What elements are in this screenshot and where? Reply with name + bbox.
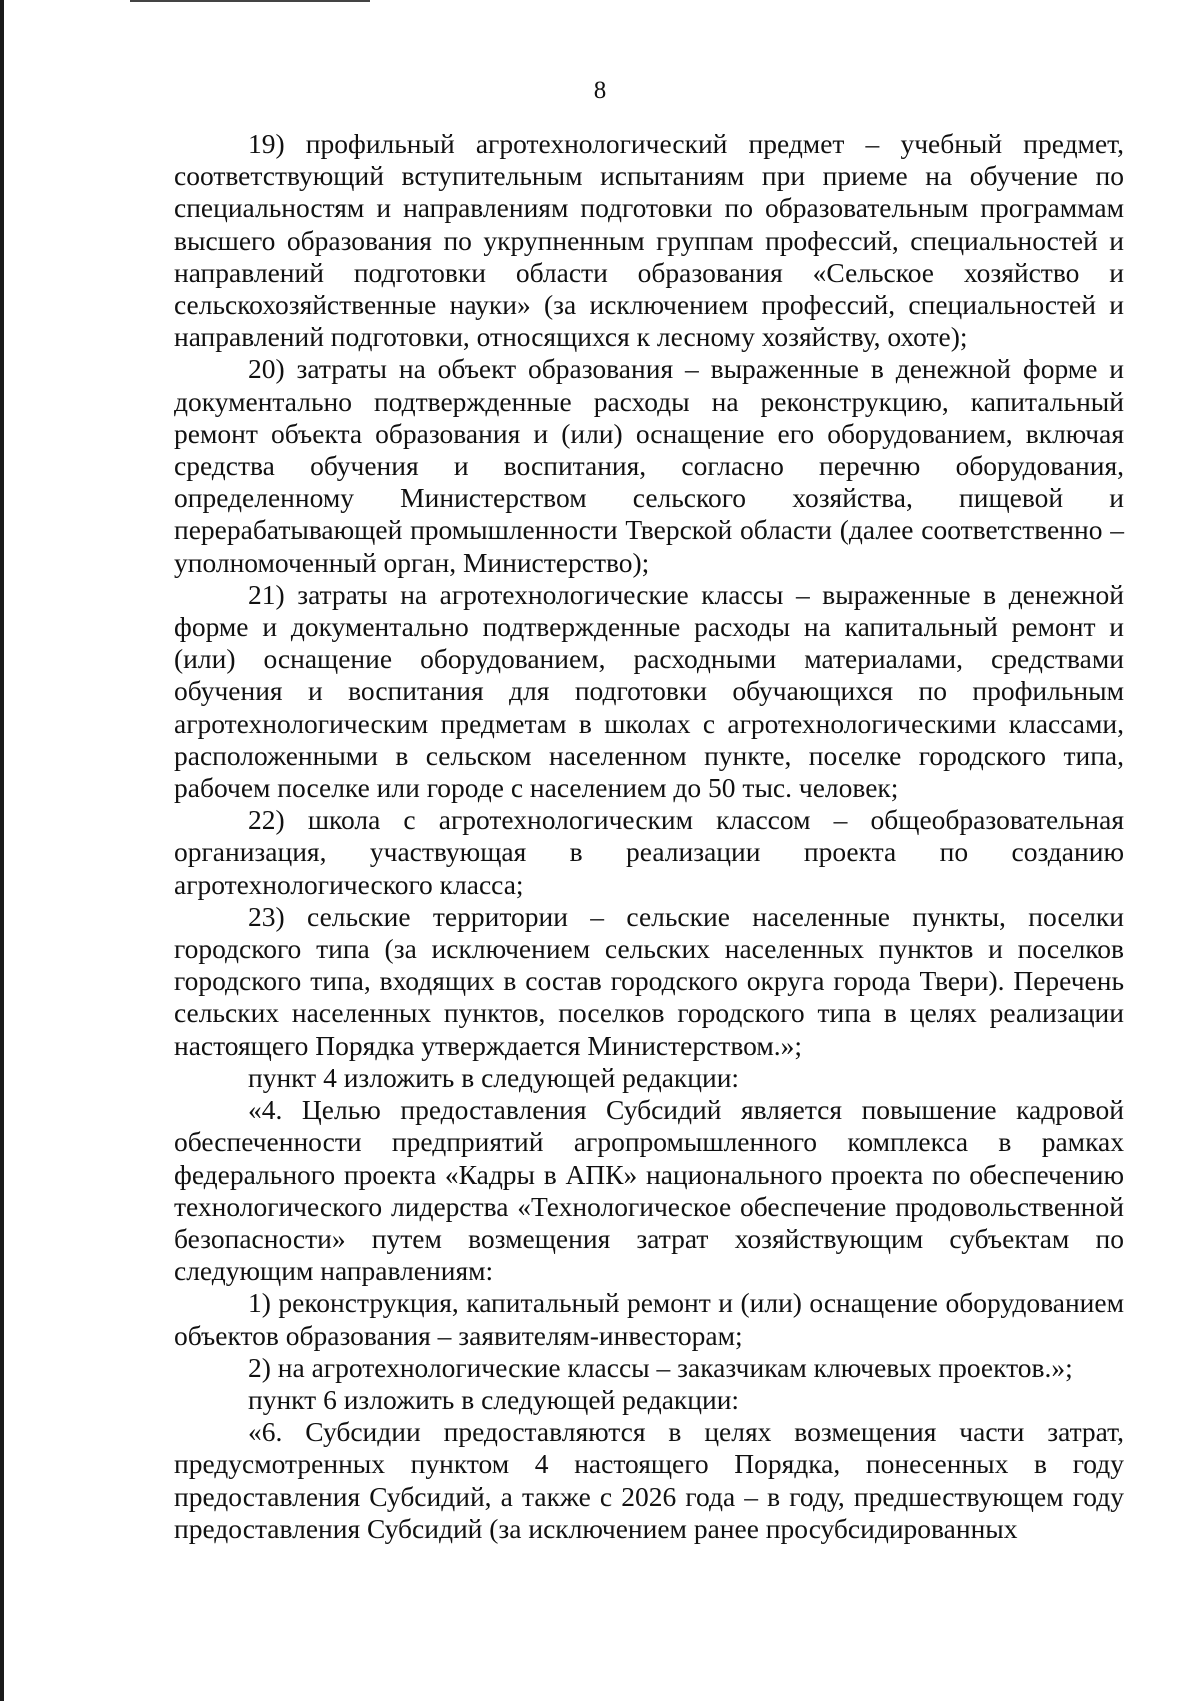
paragraph-amend-point-4: пункт 4 изложить в следующей редакции:	[248, 1061, 740, 1093]
paragraph-point-4: «4. Целью предоставления Субсидий является повышение кадровой обеспеченности предприятий агропромышленного комплекса в рамках федерального проекта «Кадры в АПК» национального проекта по обеспечению технологического лидерства «Технологическое обеспечение продовольственной безопасности» путем возмещения затрат хозяйствующим субъектам по следующим направлениям:	[174, 1094, 1124, 1287]
paragraph-item-19: 19) профильный агротехнологический предмет – учебный предмет, соответствующий вступительным испытаниям при приеме на обучение по специальностям и направлениям подготовки по образовательным программам высшего образования по укрупненным группам профессий, специальностей и направлений подготовки области образования «Сельское хозяйство и сельскохозяйственные науки» (за исключением профессий, специальностей и направлений подготовки, относящихся к лесному хозяйству, охоте);	[174, 128, 1124, 353]
paragraph-item-20: 20) затраты на объект образования – выраженные в денежной форме и документально подтвержденные расходы на реконструкцию, капитальный ремонт объекта образования и (или) оснащение его оборудованием, включая средства обучения и воспитания, согласно перечню оборудования, определенному Министерством сельского хозяйства, пищевой и перерабатывающей промышленности Тверской области (далее соответственно – уполномоченный орган, Министерство);	[174, 353, 1124, 578]
paragraph-item-22: 22) школа с агротехнологическим классом – общеобразовательная организация, участвующая в реализации проекта по созданию агротехнологического класса;	[174, 804, 1124, 900]
paragraph-direction-2: 2) на агротехнологические классы – заказчикам ключевых проектов.»;	[248, 1351, 1073, 1383]
paragraph-item-23: 23) сельские территории – сельские населенные пункты, поселки городского типа (за исключением сельских населенных пунктов и поселков городского типа, входящих в состав городского округа города Твери). Перечень сельских населенных пунктов, поселков городского типа в целях реализации настоящего Порядка утверждается Министерством.»;	[174, 900, 1124, 1061]
top-rule	[130, 0, 370, 2]
paragraph-amend-point-6: пункт 6 изложить в следующей редакции:	[248, 1383, 740, 1415]
paragraph-direction-1: 1) реконструкция, капитальный ремонт и (или) оснащение оборудованием объектов образования – заявителям-инвесторам;	[174, 1287, 1124, 1351]
page-number: 8	[593, 77, 607, 104]
scan-edge	[0, 0, 4, 1701]
document-body	[174, 128, 1124, 1545]
paragraph-point-6: «6. Субсидии предоставляются в целях возмещения части затрат, предусмотренных пунктом 4 настоящего Порядка, понесенных в году предоставления Субсидий, а также с 2026 года – в году, предшествующем году предоставления Субсидий (за исключением ранее просубсидированных	[174, 1416, 1124, 1544]
paragraph-item-21: 21) затраты на агротехнологические классы – выраженные в денежной форме и документально подтвержденные расходы на капитальный ремонт и (или) оснащение оборудованием, расходными материалами, средствами обучения и воспитания для подготовки обучающихся по профильным агротехнологическим предметам в школах с агротехнологическими классами, расположенными в сельском населенном пункте, поселке городского типа, рабочем поселке или городе с населением до 50 тыс. человек;	[174, 578, 1124, 804]
